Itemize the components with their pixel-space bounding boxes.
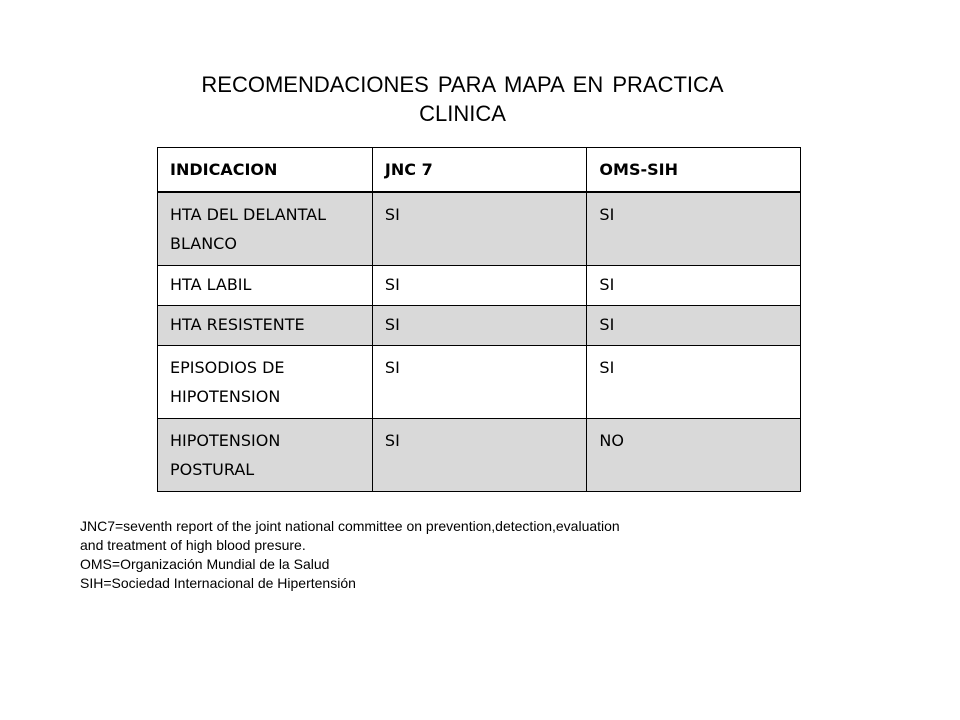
recommendations-table [157,147,801,492]
cell-jnc7: SI [372,346,587,419]
cell-indicacion: HIPOTENSION POSTURAL [158,419,373,492]
footnote-line: and treatment of high blood presure. [80,537,306,553]
cell-indicacion: HTA DEL DELANTAL BLANCO [158,192,373,266]
cell-oms-sih: SI [587,346,801,419]
header-oms-sih: OMS-SIH [587,148,801,193]
header-indicacion: INDICACION [158,148,373,193]
table-row [158,266,801,306]
cell-indicacion: HTA RESISTENTE [158,306,373,346]
title-line-2: CLINICA [419,101,506,126]
cell-oms-sih: SI [587,192,801,266]
footnotes [80,517,780,593]
cell-indicacion: HTA LABIL [158,266,373,306]
table-header-row [158,148,801,193]
page-title [150,70,775,128]
cell-oms-sih: NO [587,419,801,492]
cell-jnc7: SI [372,419,587,492]
table-row [158,192,801,266]
footnote-line: SIH=Sociedad Internacional de Hipertensión [80,575,356,591]
table-row [158,346,801,419]
cell-jnc7: SI [372,306,587,346]
cell-jnc7: SI [372,266,587,306]
cell-oms-sih: SI [587,266,801,306]
table-row [158,419,801,492]
table-row [158,306,801,346]
header-jnc7: JNC 7 [372,148,587,193]
cell-oms-sih: SI [587,306,801,346]
cell-jnc7: SI [372,192,587,266]
cell-indicacion: EPISODIOS DE HIPOTENSION [158,346,373,419]
footnote-line: OMS=Organización Mundial de la Salud [80,556,330,572]
title-line-1: RECOMENDACIONES PARA MAPA EN PRACTICA [201,72,724,97]
footnote-line: JNC7=seventh report of the joint national committee on prevention,detection,evaluation [80,518,620,534]
